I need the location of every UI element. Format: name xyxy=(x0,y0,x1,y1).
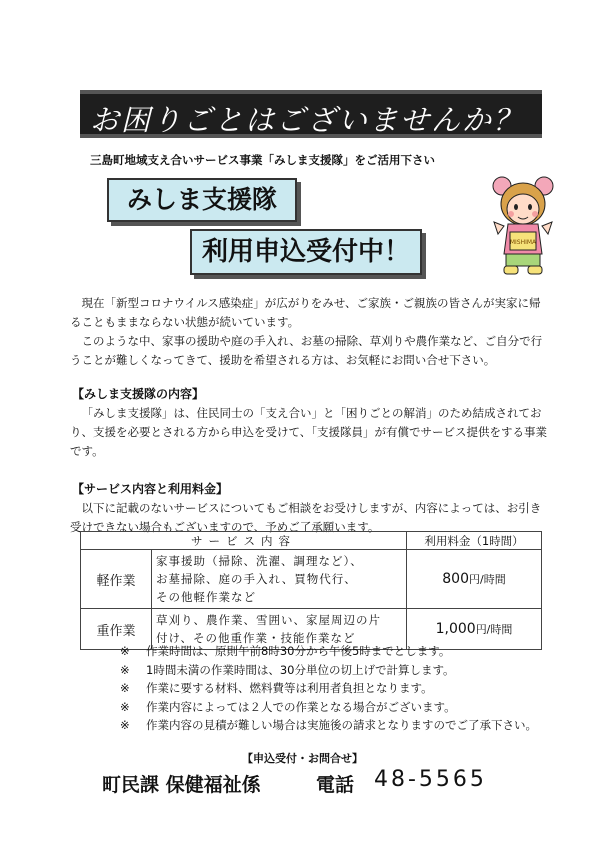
mascot-apron-text: MISHIMA xyxy=(509,239,537,246)
row-description-line: 付け、その他重作業・技能作業など xyxy=(156,631,356,645)
row-price xyxy=(407,550,542,609)
note-text: 作業に要する材料、燃料費等は利用者負担となります。 xyxy=(146,681,433,695)
contact-phone: 48-5565 xyxy=(374,767,487,792)
services-heading: 【サービス内容と利用料金】 xyxy=(72,482,229,496)
intro-paragraph-1: 現在「新型コロナウイルス感染症」が広がりをみせ、ご家族・ご親族の皆さんが実家に帰ることもままならない状態が続いています。 xyxy=(70,296,541,329)
list-item xyxy=(120,642,537,661)
row-price-unit: 円/時間 xyxy=(475,623,513,636)
about-paragraph: 「みしま支援隊」は、住民同士の「支え合い」と「困りごとの解消」のため結成されており、支援を必要とされる方から申込を受けて、「支援隊員」が有償でサービス提供をする事業です。 xyxy=(70,406,548,458)
status-box: 利用申込受付中！ xyxy=(190,229,422,275)
title-banner xyxy=(80,90,542,138)
intro-paragraph-2: このような中、家事の援助や庭の手入れ、お墓の掃除、草刈りや農作業など、ご自分で行うことが難しくなってきて、援助を希望される方は、お気軽にお問い合せ下さい。 xyxy=(70,334,543,367)
row-description-line: その他軽作業など xyxy=(156,590,256,604)
subtitle: 三島町地域支え合いサービス事業「みしま支援隊」をご活用下さい xyxy=(90,153,435,167)
row-description-line: 家事援助（掃除、洗濯、調理など）、 xyxy=(156,554,363,568)
column-header-content: サービス内容 xyxy=(81,532,407,550)
note-mark: ※ xyxy=(120,699,130,714)
services-paragraph: 以下に記載のないサービスについてもご相談をお受けしますが、内容によっては、お引き受けできない場合もございますので、予めご了承願います。 xyxy=(70,501,542,534)
row-price-unit: 円/時間 xyxy=(469,573,506,586)
notes-list xyxy=(120,642,537,735)
contact-phone-label: 電話 xyxy=(316,774,355,796)
list-item xyxy=(120,661,537,680)
column-header-fee: 利用料金（1時間） xyxy=(407,532,542,550)
row-category: 重作業 xyxy=(81,609,152,650)
note-mark: ※ xyxy=(120,644,130,658)
note-mark: ※ xyxy=(120,662,130,677)
contact-heading: 【申込受付・お問合せ】 xyxy=(242,752,363,765)
about-text xyxy=(70,404,550,461)
table-row xyxy=(81,550,542,609)
row-description-line: 草刈り、農作業、雪囲い、家屋周辺の片 xyxy=(156,613,381,627)
row-description-line: お墓掃除、庭の手入れ、買物代行、 xyxy=(156,572,357,586)
row-description xyxy=(152,550,407,609)
note-mark: ※ xyxy=(120,718,130,732)
service-table xyxy=(80,531,542,650)
note-text: 1時間未満の作業時間は、30分単位の切上げで計算します。 xyxy=(146,662,455,677)
about-heading: 【みしま支援隊の内容】 xyxy=(72,387,205,401)
list-item xyxy=(120,679,537,698)
note-text: 作業内容の見積が難しい場合は実施後の請求となりますのでご了承下さい。 xyxy=(146,718,537,732)
row-price-value: 800 xyxy=(442,571,469,587)
list-item xyxy=(120,698,537,717)
row-category: 軽作業 xyxy=(81,550,152,609)
service-name-box: みしま支援隊 xyxy=(107,178,297,222)
row-price-value: 1,000 xyxy=(435,621,476,637)
page-title: お困りごとはございませんか？ xyxy=(90,103,525,137)
contact-department: 町民課 保健福祉係 xyxy=(102,774,261,796)
note-text: 作業内容によっては２人での作業となる場合がございます。 xyxy=(146,699,456,714)
intro-text xyxy=(70,294,550,370)
note-mark: ※ xyxy=(120,681,130,695)
note-text: 作業時間は、原則午前8時30分から午後5時までとします。 xyxy=(146,644,451,658)
table-header-row xyxy=(81,532,542,550)
girl-mascot-icon xyxy=(490,172,556,278)
list-item xyxy=(120,716,537,735)
